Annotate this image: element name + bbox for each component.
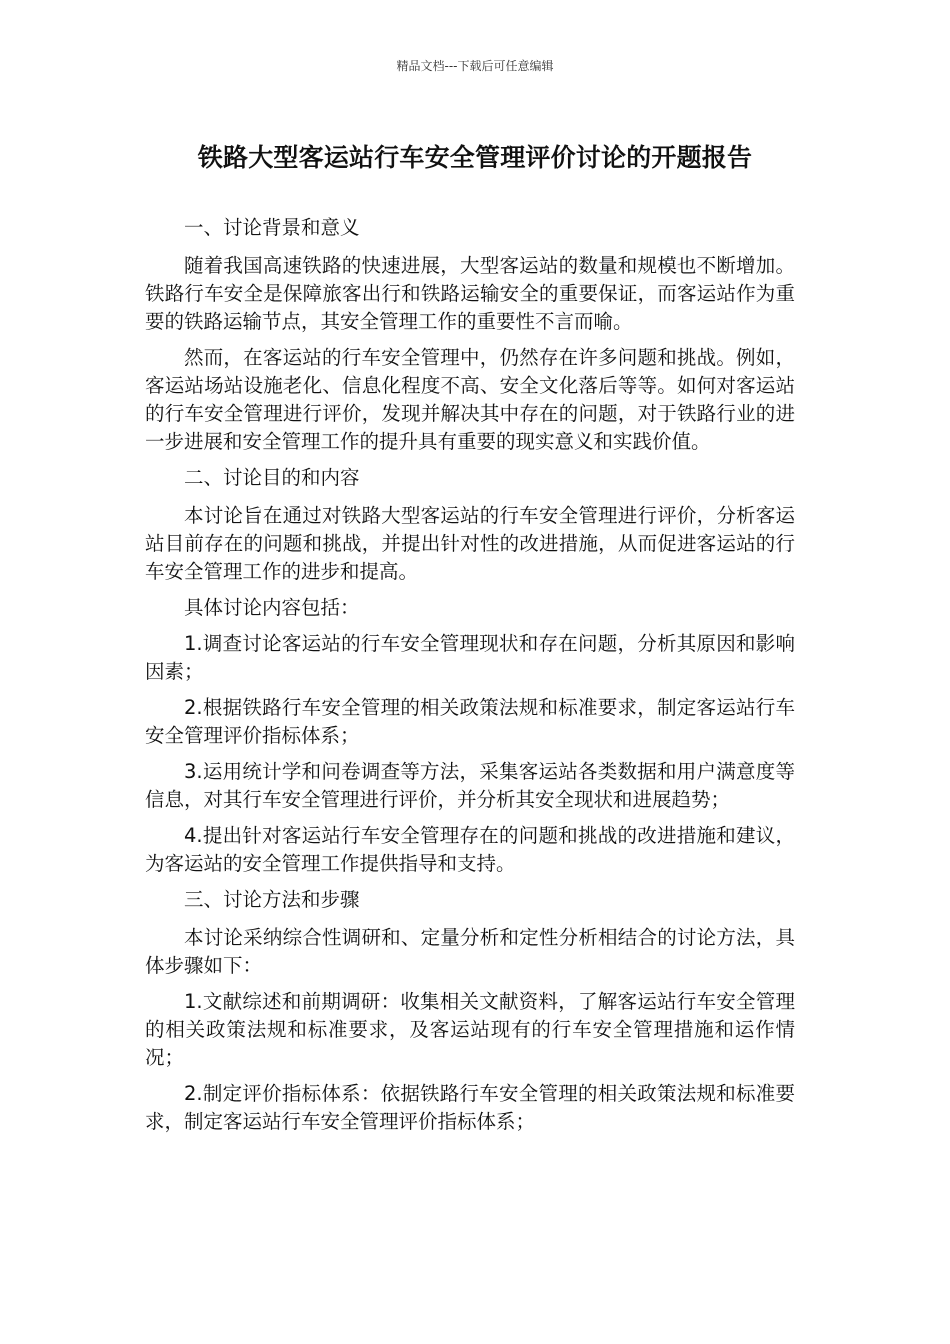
document-title: 铁路大型客运站行车安全管理评价讨论的开题报告 — [197, 143, 753, 172]
paragraph: 随着我国高速铁路的快速进展，大型客运站的数量和规模也不断增加。铁路行车安全是保障旅客出行和铁路运输安全的重要保证，而客运站作为重要的铁路运输节点，其安全管理工作的重要性不言而喻。 — [145, 254, 795, 333]
section-heading: 三、讨论方法和步骤 — [184, 888, 360, 911]
list-item: 1.调查讨论客运站的行车安全管理现状和存在问题，分析其原因和影响因素； — [145, 632, 795, 683]
paragraph: 本讨论采纳综合性调研和、定量分析和定性分析相结合的讨论方法，具体步骤如下： — [145, 926, 795, 977]
list-item: 4.提出针对客运站行车安全管理存在的问题和挑战的改进措施和建议，为客运站的安全管理工作提供指导和支持。 — [145, 824, 795, 875]
paragraph: 具体讨论内容包括： — [184, 596, 360, 619]
list-item: 2.根据铁路行车安全管理的相关政策法规和标准要求，制定客运站行车安全管理评价指标体系； — [145, 696, 795, 747]
page-header: 精品文档---下载后可任意编辑 — [396, 59, 554, 73]
document-body — [145, 214, 795, 1144]
section-heading: 二、讨论目的和内容 — [184, 466, 360, 489]
section-heading: 一、讨论背景和意义 — [184, 216, 360, 239]
paragraph: 本讨论旨在通过对铁路大型客运站的行车安全管理进行评价，分析客运站目前存在的问题和挑战，并提出针对性的改进措施，从而促进客运站的行车安全管理工作的进步和提高。 — [145, 504, 795, 583]
paragraph: 然而，在客运站的行车安全管理中，仍然存在许多问题和挑战。例如，客运站场站设施老化、信息化程度不高、安全文化落后等等。如何对客运站的行车安全管理进行评价，发现并解决其中存在的问题，对于铁路行业的进一步进展和安全管理工作的提升具有重要的现实意义和实践价值。 — [145, 346, 795, 453]
list-item: 3.运用统计学和问卷调查等方法，采集客运站各类数据和用户满意度等信息，对其行车安全管理进行评价，并分析其安全现状和进展趋势； — [145, 760, 795, 811]
list-item: 1.文献综述和前期调研：收集相关文献资料，了解客运站行车安全管理的相关政策法规和标准要求，及客运站现有的行车安全管理措施和运作情况； — [145, 990, 795, 1069]
list-item: 2.制定评价指标体系：依据铁路行车安全管理的相关政策法规和标准要求，制定客运站行车安全管理评价指标体系； — [145, 1082, 795, 1133]
